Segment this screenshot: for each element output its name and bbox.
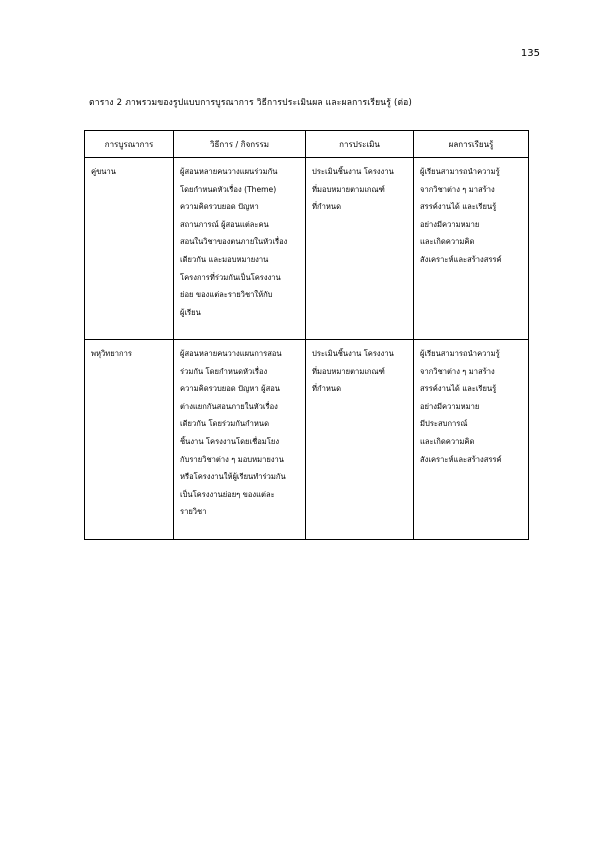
- text-line: จากวิชาต่าง ๆ มาสร้าง: [420, 366, 495, 376]
- header-integration: การบูรณาการ: [85, 131, 174, 158]
- text-line: โครงการที่ร่วมกันเป็นโครงงาน: [180, 272, 281, 282]
- text-line: พหุวิทยาการ: [91, 349, 132, 358]
- text-line: ที่กำหนด: [312, 202, 341, 212]
- header-outcome: ผลการเรียนรู้: [414, 131, 529, 158]
- cell-assessment: [306, 340, 414, 540]
- text-line: เดียวกัน โดยร่วมกันกำหนด: [180, 419, 270, 429]
- text-line: ร่วมกัน โดยกำหนดหัวเรื่อง: [180, 366, 268, 376]
- table-row: [85, 340, 529, 540]
- text-line: ผู้เรียนสามารถนำความรู้: [420, 349, 500, 358]
- integration-table: [84, 130, 529, 540]
- text-line: เป็นโครงงานย่อยๆ ของแต่ละ: [180, 489, 275, 499]
- text-line: จากวิชาต่าง ๆ มาสร้าง: [420, 184, 495, 194]
- cell-method: [174, 158, 306, 340]
- cell-integration-type: [85, 158, 174, 340]
- text-line: ความคิดรวบยอด ปัญหา: [180, 202, 259, 212]
- cell-integration-type: [85, 340, 174, 540]
- table-caption: ตาราง 2 ภาพรวมของรูปแบบการบูรณาการ วิธีการประเมินผล และผลการเรียนรู้ (ต่อ): [89, 98, 412, 108]
- text-line: ที่กำหนด: [312, 384, 341, 394]
- text-line: คู่ขนาน: [91, 167, 116, 176]
- header-method: วิธีการ / กิจกรรม: [174, 131, 306, 158]
- text-line: รายวิชา: [180, 507, 207, 517]
- text-line: อย่างมีความหมาย: [420, 401, 480, 411]
- text-line: สถานการณ์ ผู้สอนแต่ละคน: [180, 219, 269, 229]
- cell-outcome: [414, 158, 529, 340]
- text-line: ย่อย ของแต่ละรายวิชาให้กับ: [180, 290, 273, 300]
- table-row: [85, 158, 529, 340]
- text-line: ที่มอบหมายตามเกณฑ์: [312, 366, 385, 376]
- text-line: ประเมินชิ้นงาน โครงงาน: [312, 167, 394, 176]
- text-line: สรรค์งานได้ และเรียนรู้: [420, 384, 497, 394]
- text-line: และเกิดความคิด: [420, 436, 475, 446]
- text-line: สังเคราะห์และสร้างสรรค์: [420, 454, 502, 464]
- text-line: ผู้เรียน: [180, 307, 201, 317]
- cell-outcome: [414, 340, 529, 540]
- text-line: โดยกำหนดหัวเรื่อง (Theme): [180, 184, 277, 194]
- table-header-row: [85, 131, 529, 158]
- cell-method: [174, 340, 306, 540]
- text-line: ที่มอบหมายตามเกณฑ์: [312, 184, 385, 194]
- text-line: ผู้เรียนสามารถนำความรู้: [420, 167, 500, 176]
- text-line: ประเมินชิ้นงาน โครงงาน: [312, 349, 394, 358]
- text-line: อย่างมีความหมาย: [420, 219, 480, 229]
- text-line: สอนในวิชาของตนภายในหัวเรื่อง: [180, 237, 288, 247]
- text-line: และเกิดความคิด: [420, 237, 475, 247]
- page-number: 135: [520, 48, 540, 59]
- text-line: กับรายวิชาต่าง ๆ มอบหมายงาน: [180, 454, 284, 464]
- text-line: ชิ้นงาน โครงงานโดยเชื่อมโยง: [180, 436, 280, 446]
- text-line: ต่างแยกกันสอนภายในหัวเรื่อง: [180, 401, 278, 411]
- text-line: ผู้สอนหลายคนวางแผนการสอน: [180, 349, 282, 358]
- text-line: เดียวกัน และมอบหมายงาน: [180, 254, 269, 264]
- text-line: ความคิดรวบยอด ปัญหา ผู้สอน: [180, 384, 280, 394]
- text-line: สังเคราะห์และสร้างสรรค์: [420, 254, 502, 264]
- text-line: ผู้สอนหลายคนวางแผนร่วมกัน: [180, 167, 278, 176]
- cell-assessment: [306, 158, 414, 340]
- text-line: สรรค์งานได้ และเรียนรู้: [420, 202, 497, 212]
- text-line: หรือโครงงานให้ผู้เรียนทำร่วมกัน: [180, 472, 286, 482]
- header-assessment: การประเมิน: [306, 131, 414, 158]
- text-line: มีประสบการณ์: [420, 419, 468, 429]
